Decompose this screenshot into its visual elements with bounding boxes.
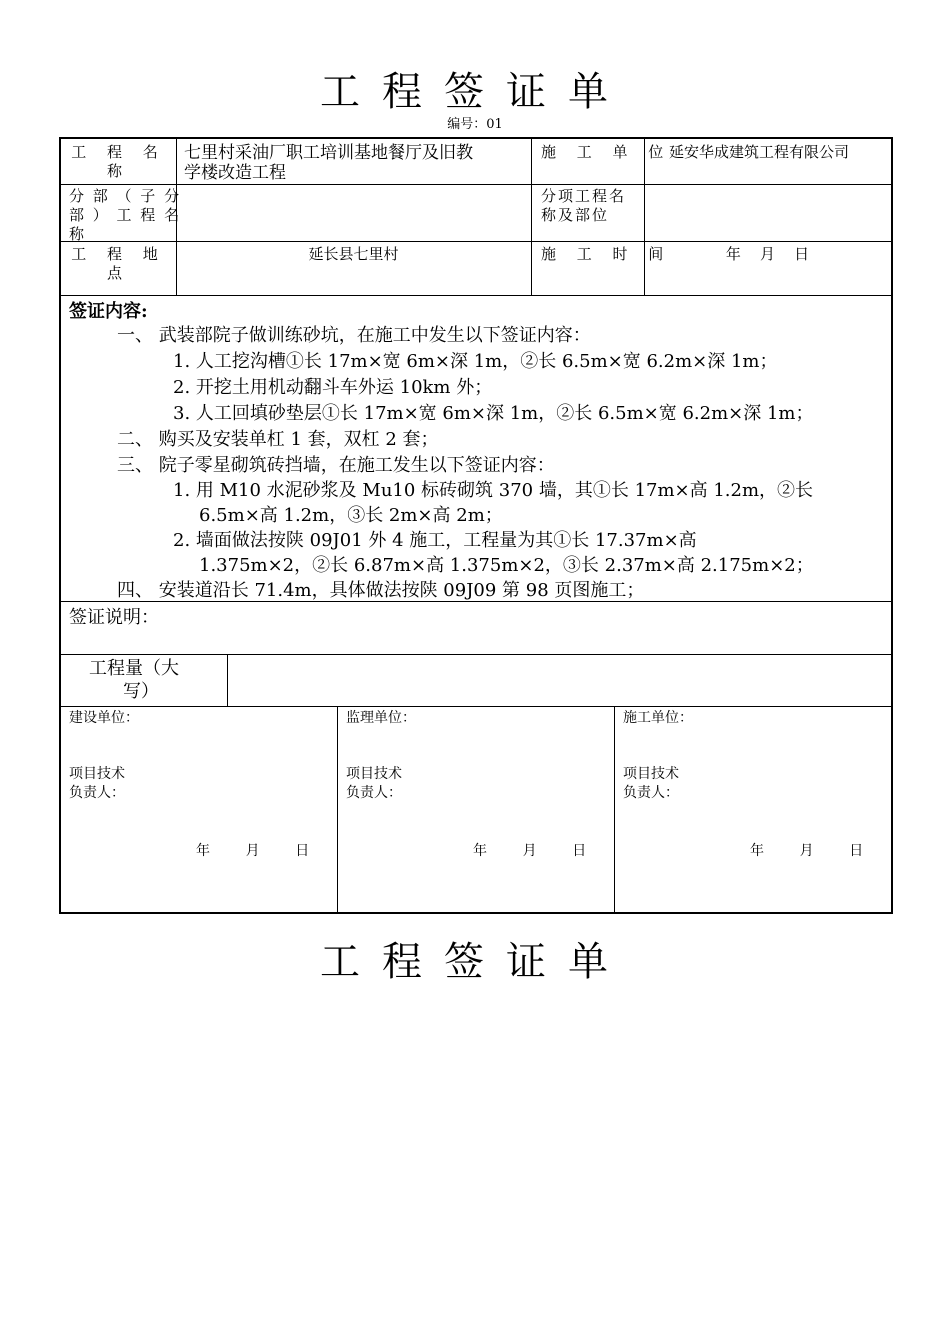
col-divider xyxy=(614,706,615,912)
row-divider xyxy=(61,184,891,185)
contractor-unit-label: 施工单位： xyxy=(623,710,693,726)
supervisor-unit-label: 监理单位： xyxy=(346,710,416,726)
visa-form-table xyxy=(59,137,893,914)
contractor-person-line-2: 负责人： xyxy=(623,785,679,801)
contractor-date: 年 月 日 xyxy=(750,843,864,859)
project-name-label: 工 程 名 称 xyxy=(71,143,166,180)
owner-person-line-1: 项目技术 xyxy=(69,766,125,782)
owner-date: 年 月 日 xyxy=(196,843,310,859)
project-name-line-2: 学楼改造工程 xyxy=(184,163,286,183)
col-divider xyxy=(337,706,338,912)
page-title-second: 工程签证单 xyxy=(320,939,630,985)
contractor-person-line-1: 项目技术 xyxy=(623,766,679,782)
row-divider xyxy=(61,241,891,242)
serial-number: 编号：01 xyxy=(447,117,503,132)
owner-person-line-2: 负责人： xyxy=(69,785,125,801)
content-line-10: 1.375m×2，②长 6.87m×高 1.375m×2，③长 2.37m×高 2.175m×2； xyxy=(199,555,814,576)
page-title: 工程签证单 xyxy=(320,69,630,115)
content-line-3: 2. 开挖土用机动翻斗车外运 10km 外； xyxy=(173,377,493,398)
row-divider xyxy=(61,654,891,655)
supervisor-person-line-1: 项目技术 xyxy=(346,766,402,782)
sub-project-label-line-2: 部 ） 工 程 名 xyxy=(69,206,182,224)
sub-project-label-line-3: 称 xyxy=(69,225,87,243)
time-label: 施 工 时 间 xyxy=(541,245,672,263)
content-line-4: 3. 人工回填砂垫层①长 17m×宽 6m×深 1m，②长 6.5m×宽 6.2m×深 1m； xyxy=(173,403,814,424)
sub-item-label-line-2: 称及部位 xyxy=(541,206,610,224)
location-value: 延长县七里村 xyxy=(308,245,399,263)
content-line-2: 1. 人工挖沟槽①长 17m×宽 6m×深 1m，②长 6.5m×宽 6.2m×深 1m； xyxy=(173,351,778,372)
quantity-label-line-2: 写） xyxy=(123,681,159,702)
owner-unit-label: 建设单位： xyxy=(69,710,139,726)
content-line-6: 三、 院子零星砌筑砖挡墙，在施工发生以下签证内容： xyxy=(117,455,555,476)
project-name-line-1: 七里村采油厂职工培训基地餐厅及旧教 xyxy=(184,143,473,163)
content-line-1: 一、 武装部院子做训练砂坑，在施工中发生以下签证内容： xyxy=(117,325,591,346)
row-divider xyxy=(61,706,891,707)
quantity-label-line-1: 工程量（大 xyxy=(89,658,179,679)
explanation-label: 签证说明： xyxy=(69,607,159,628)
content-line-11: 四、 安装道沿长 71.4m，具体做法按陕 09J09 第 98 页图施工； xyxy=(117,580,645,601)
contractor-label: 施 工 单 位 xyxy=(541,143,672,161)
sub-item-label-line-1: 分项工程名 xyxy=(541,187,627,205)
col-divider xyxy=(227,654,228,706)
supervisor-person-line-2: 负责人： xyxy=(346,785,402,801)
time-value: 年 月 日 xyxy=(725,245,810,263)
supervisor-date: 年 月 日 xyxy=(473,843,587,859)
content-line-9: 2. 墙面做法按陕 09J01 外 4 施工，工程量为其①长 17.37m×高 xyxy=(173,530,697,551)
location-label: 工 程 地 点 xyxy=(71,245,166,282)
content-line-7: 1. 用 M10 水泥砂浆及 Mu10 标砖砌筑 370 墙，其①长 17m×高 1.2m，②长 xyxy=(173,480,814,501)
content-heading: 签证内容: xyxy=(69,301,148,322)
content-line-8: 6.5m×高 1.2m，③长 2m×高 2m； xyxy=(199,505,503,526)
col-divider xyxy=(531,139,532,295)
col-divider xyxy=(644,139,645,295)
row-divider xyxy=(61,295,891,296)
contractor-value: 延安华成建筑工程有限公司 xyxy=(669,143,850,161)
sub-project-label-line-1: 分 部 （ 子 分 xyxy=(69,187,182,205)
content-line-5: 二、 购买及安装单杠 1 套，双杠 2 套； xyxy=(117,429,439,450)
